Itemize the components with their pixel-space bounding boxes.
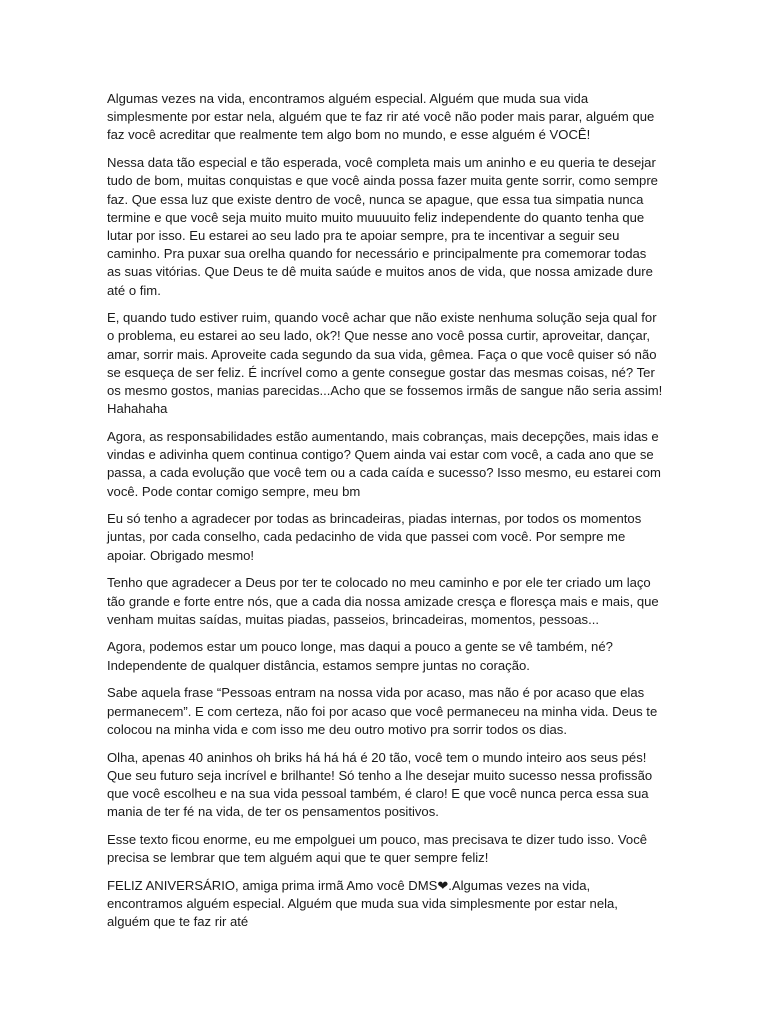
document-body	[107, 90, 663, 941]
paragraph-5: Eu só tenho a agradecer por todas as brincadeiras, piadas internas, por todos os momentos juntas, por cada conselho, cada pedacinho de vida que passei com você. Por sempre me apoiar. Obrigado mesmo!	[107, 511, 642, 563]
repeated-text: .Algumas vezes na vida, encontramos alguém especial. Alguém que muda sua vida simplesmente por estar nela, alguém que te faz rir até	[107, 877, 618, 930]
paragraph-4: Agora, as responsabilidades estão aumentando, mais cobranças, mais decepções, mais idas e vindas e adivinha quem continua contigo? Quem ainda vai estar com você, a cada ano que se passa, a cada evolução que você tem ou a cada caída e sucesso? Isso mesmo, eu estarei com você. Pode contar comigo sempre, meu bm	[107, 428, 661, 499]
paragraph-1: Algumas vezes na vida, encontramos alguém especial. Alguém que muda sua vida simplesmente por estar nela, alguém que te faz rir até você não poder mais parar, alguém que faz você acreditar que realmente tem algo bom no mundo, e esse alguém é VOCÊ!	[107, 91, 655, 143]
heart-icon: ❤	[437, 877, 449, 893]
birthday-greeting: FELIZ ANIVERSÁRIO, amiga prima irmã Amo você DMS	[107, 877, 438, 893]
paragraph-8: Sabe aquela frase “Pessoas entram na nossa vida por acaso, mas não é por acaso que elas permanecem”. E com certeza, não foi por acaso que você permaneceu na minha vida. Deus te colocou na minha vida e com isso me deu outro motivo pra sorrir todos os dias.	[107, 685, 658, 737]
paragraph-9: Olha, apenas 40 aninhos oh briks há há há é 20 tão, você tem o mundo inteiro aos seus pés! Que seu futuro seja incrível e brilhante! Só tenho a lhe desejar muito sucesso nessa profissão que você escolheu e na sua vida pessoal também, é claro! E que você nunca perca essa sua mania de ter fé na vida, de ter os pensamentos positivos.	[107, 749, 653, 820]
paragraph-10: Esse texto ficou enorme, eu me empolguei um pouco, mas precisava te dizer tudo isso. Você precisa se lembrar que tem alguém aqui que te quer sempre feliz!	[107, 831, 648, 866]
paragraph-6: Tenho que agradecer a Deus por ter te colocado no meu caminho e por ele ter criado um laço tão grande e forte entre nós, que a cada dia nossa amizade cresça e floresça mais e mais, que venham muitas saídas, muitas piadas, passeios, brincadeiras, momentos, pessoas...	[107, 575, 659, 627]
paragraph-2: Nessa data tão especial e tão esperada, você completa mais um aninho e eu queria te desejar tudo de bom, muitas conquistas e que você ainda possa fazer muita gente sorrir, como sempre faz. Que essa luz que existe dentro de você, nunca se apague, que essa tua simpatia nunca termine e que você seja muito muito muito muuuuito feliz independente do quanto tenha que lutar por isso. Eu estarei ao seu lado pra te apoiar sempre, pra te incentivar a seguir seu caminho. Pra puxar sua orelha quando for necessário e principalmente pra comemorar todas as suas vitórias. Que Deus te dê muita saúde e muitos anos de vida, que nossa amizade dure até o fim.	[107, 155, 658, 298]
paragraph-3: E, quando tudo estiver ruim, quando você achar que não existe nenhuma solução seja qual for o problema, eu estarei ao seu lado, ok?! Que nesse ano você possa curtir, aproveitar, dançar, amar, sorrir mais. Aproveite cada segundo da sua vida, gêmea. Faça o que você quiser só não se esqueça de ser feliz. É incrível como a gente consegue gostar das mesmas coisas, né? Ter os mesmo gostos, manias parecidas...Acho que se fossemos irmãs de sangue não seria assim! Hahahaha	[107, 310, 663, 417]
paragraph-7: Agora, podemos estar um pouco longe, mas daqui a pouco a gente se vê também, né? Independente de qualquer distância, estamos sempre juntas no coração.	[107, 639, 613, 673]
paragraph-11	[107, 877, 663, 932]
